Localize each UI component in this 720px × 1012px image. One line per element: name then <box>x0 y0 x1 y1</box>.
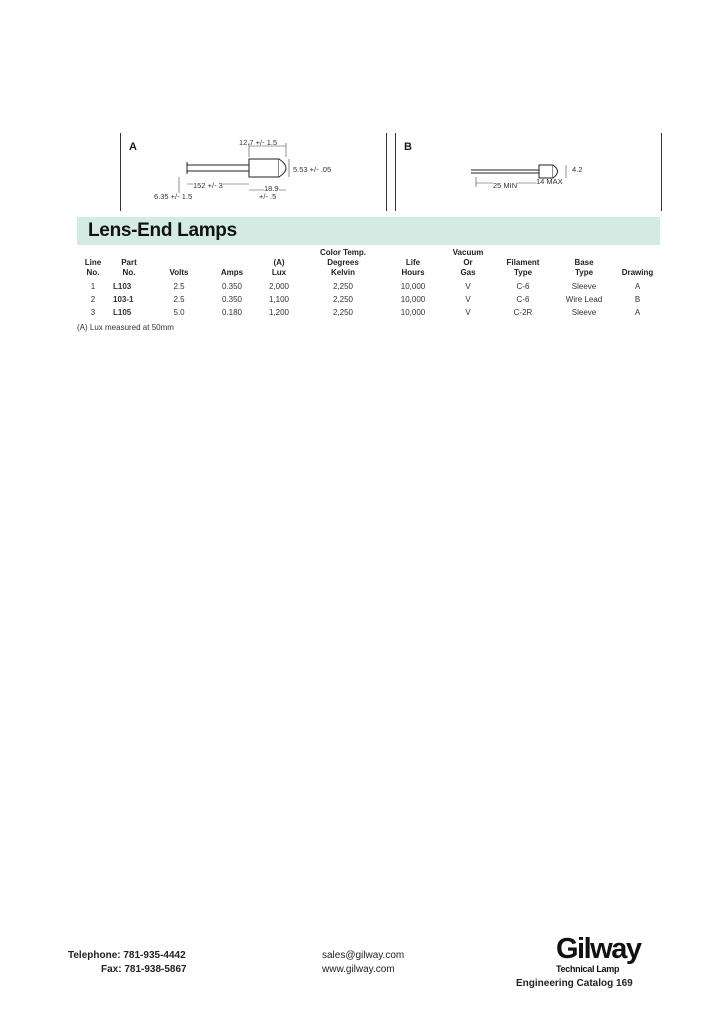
column-header-line: Amps <box>220 268 244 277</box>
column-header <box>493 248 553 280</box>
column-header <box>303 248 383 280</box>
dim-a-diameter: 5.53 +/- .05 <box>293 165 332 174</box>
table-cell: 10,000 <box>400 282 426 291</box>
table-cell: 0.350 <box>221 282 243 291</box>
table-row <box>77 306 660 319</box>
lamp-spec-table <box>77 248 660 319</box>
table-cell: C-6 <box>516 282 530 291</box>
table-cell: 0.180 <box>221 308 243 317</box>
column-header-line: Drawing <box>621 268 654 277</box>
drawing-b-label: B <box>404 141 412 153</box>
table-cell: 10,000 <box>400 308 426 317</box>
table-header-row <box>77 248 660 280</box>
drawing-b-panel <box>395 133 662 211</box>
column-header-line: Lux <box>271 268 287 277</box>
footnote: (A) Lux measured at 50mm <box>77 323 174 332</box>
table-cell: V <box>465 282 471 291</box>
table-cell: L103 <box>113 282 132 291</box>
table-cell: 2.5 <box>173 282 185 291</box>
table-cell: 2.5 <box>173 295 185 304</box>
table-body <box>77 280 660 319</box>
column-header-line: Gas <box>460 268 476 277</box>
column-header-line: Volts <box>169 268 189 277</box>
column-header-line: Or <box>463 258 473 267</box>
dim-a-top: 12.7 +/- 1.5 <box>239 138 278 147</box>
table-cell: V <box>465 295 471 304</box>
column-header-line: Type <box>513 268 533 277</box>
footer-email[interactable]: sales@gilway.com <box>322 950 405 961</box>
table-cell: A <box>634 282 641 291</box>
table-row <box>77 280 660 293</box>
dim-b-diameter: 4.2 <box>572 165 583 174</box>
table-cell: 1,200 <box>268 308 290 317</box>
section-title-bar <box>77 217 660 245</box>
table-cell: 0.350 <box>221 295 243 304</box>
column-header <box>109 248 149 280</box>
column-header <box>209 248 255 280</box>
table-row <box>77 293 660 306</box>
column-header-line: Kelvin <box>330 268 355 277</box>
dim-a-body-tol: +/- .5 <box>259 192 277 201</box>
dim-a-lead-length: 152 +/- 3 <box>193 181 223 190</box>
column-header <box>149 248 209 280</box>
table-cell: 2,000 <box>268 282 290 291</box>
column-header <box>77 248 109 280</box>
column-header-line: No. <box>122 268 136 277</box>
table-cell: 2,250 <box>332 308 354 317</box>
table-cell: 1 <box>90 282 96 291</box>
table-cell: 10,000 <box>400 295 426 304</box>
table-cell: Sleeve <box>571 308 597 317</box>
column-header-line: Filament <box>506 258 540 267</box>
section-title: Lens-End Lamps <box>88 220 237 241</box>
column-header-line: Hours <box>401 268 425 277</box>
column-header-line: (A) <box>273 258 285 267</box>
column-header-line: Line <box>84 258 102 267</box>
table-cell: 1,100 <box>268 295 290 304</box>
table-cell: B <box>634 295 641 304</box>
column-header <box>255 248 303 280</box>
table-cell: Wire Lead <box>565 295 603 304</box>
logo-tagline: Technical Lamp <box>556 964 620 974</box>
column-header-line: Degrees <box>327 258 359 267</box>
drawing-a-label: A <box>129 141 137 153</box>
footer-fax: Fax: 781-938-5867 <box>101 964 187 975</box>
dim-b-max-length: 14 MAX <box>536 177 563 186</box>
dim-a-lead-spacing: 6.35 +/- 1.5 <box>154 192 193 201</box>
column-header <box>615 248 660 280</box>
table-cell: 5.0 <box>173 308 185 317</box>
dim-b-lead-length: 25 MIN <box>493 181 518 190</box>
footer-telephone: Telephone: 781-935-4442 <box>68 950 186 961</box>
table-cell: C-2R <box>513 308 533 317</box>
column-header-line: Base <box>574 258 594 267</box>
table-cell: 103-1 <box>113 295 134 304</box>
table-cell: 2 <box>90 295 96 304</box>
column-header-line: Vacuum <box>452 248 484 257</box>
column-header-line: Part <box>121 258 137 267</box>
table-cell: C-6 <box>516 295 530 304</box>
column-header-line: No. <box>86 268 100 277</box>
column-header-line: Life <box>405 258 421 267</box>
column-header-line: Type <box>574 268 594 277</box>
table-cell: 3 <box>90 308 96 317</box>
column-header <box>443 248 493 280</box>
catalog-label: Engineering Catalog 169 <box>516 978 633 989</box>
column-header <box>383 248 443 280</box>
table-cell: Sleeve <box>571 282 597 291</box>
dim-a-body-length: 18.9 <box>264 184 279 193</box>
drawing-a-panel <box>120 133 387 211</box>
table-cell: A <box>634 308 641 317</box>
footer-website[interactable]: www.gilway.com <box>322 964 395 975</box>
lamp-b-drawing <box>396 133 661 211</box>
table-cell: 2,250 <box>332 295 354 304</box>
column-header-line: Color Temp. <box>319 248 367 257</box>
table-cell: 2,250 <box>332 282 354 291</box>
column-header <box>553 248 615 280</box>
table-cell: L105 <box>113 308 132 317</box>
table-cell: V <box>465 308 471 317</box>
gilway-logo: Gilway <box>556 933 641 965</box>
